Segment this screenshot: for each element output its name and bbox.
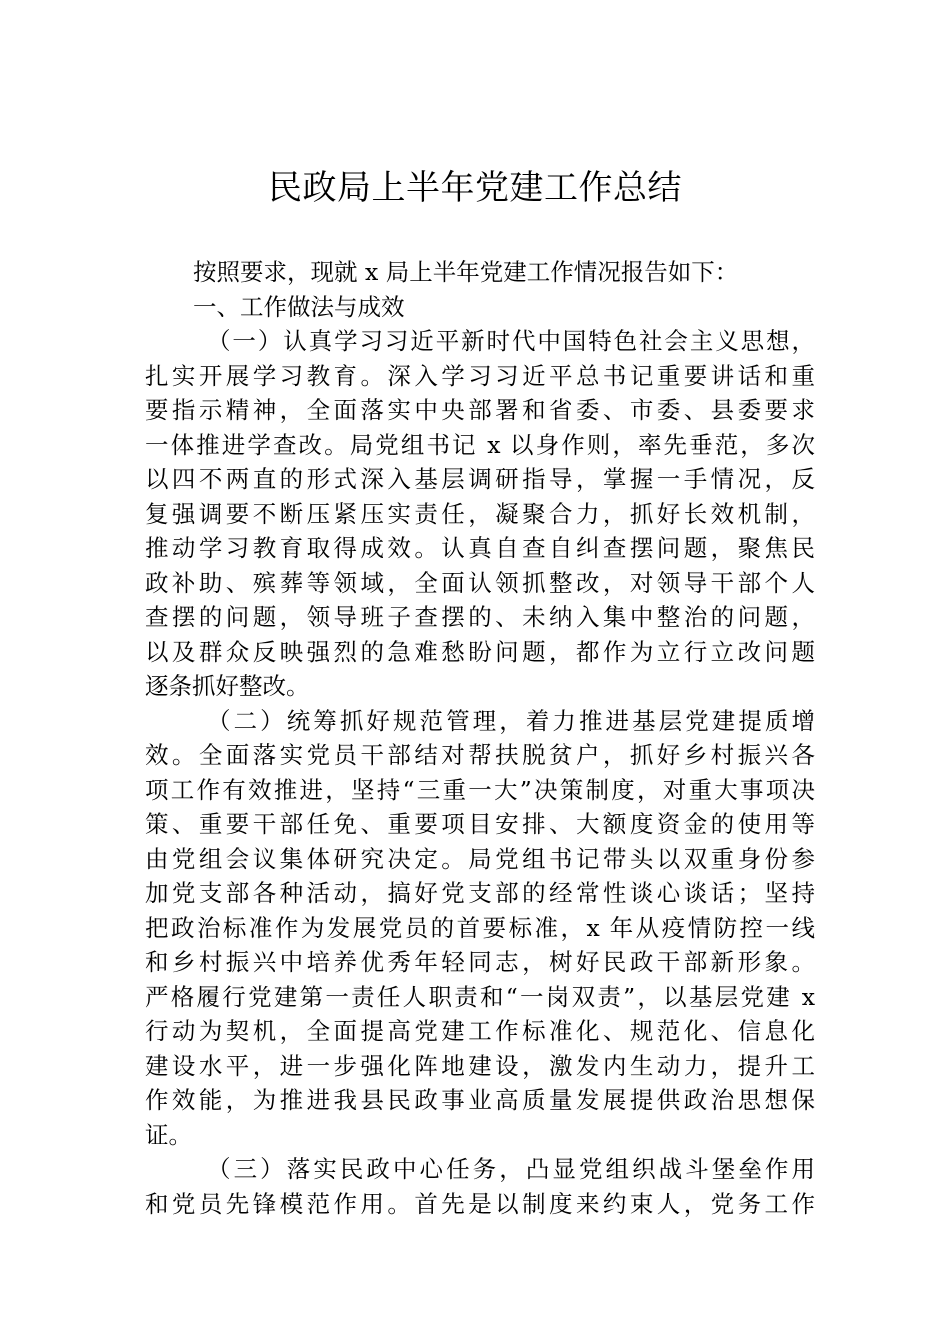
paragraph-2-line: 和乡村振兴中培养优秀年轻同志，树好民政干部新形象。	[145, 948, 815, 976]
paragraph-2-line: 证。	[145, 1120, 192, 1149]
paragraph-1-line: 政补助、殡葬等领域，全面认领抓整改，对领导干部个人	[145, 568, 815, 597]
paragraph-3-line: （三）落实民政中心任务，凸显党组织战斗堡垒作用	[207, 1155, 815, 1183]
document-body	[145, 255, 815, 1221]
paragraph-1-line: 要指示精神，全面落实中央部署和省委、市委、县委要求	[145, 396, 815, 424]
paragraph-2-line: 建设水平，进一步强化阵地建设，激发内生动力，提升工	[145, 1051, 815, 1080]
section-heading: 一、工作做法与成效	[193, 292, 405, 321]
paragraph-2-line: 策、重要干部任免、重要项目安排、大额度资金的使用等	[145, 810, 815, 838]
paragraph-2-line: 把政治标准作为发展党员的首要标准，x 年从疫情防控一线	[145, 913, 815, 942]
paragraph-2-line: （二）统筹抓好规范管理，着力推进基层党建提质增	[207, 706, 815, 735]
paragraph-1-line: 逐条抓好整改。	[145, 672, 310, 700]
paragraph-1-line: 以及群众反映强烈的急难愁盼问题，都作为立行立改问题	[145, 637, 815, 666]
paragraph-2-line: 严格履行党建第一责任人职责和“一岗双责”，以基层党建 x	[145, 982, 815, 1011]
paragraph-1-line: 以四不两直的形式深入基层调研指导，掌握一手情况，反	[145, 465, 815, 493]
paragraph-1-line: 查摆的问题，领导班子查摆的、未纳入集中整治的问题，	[145, 603, 815, 631]
paragraph-2-line: 由党组会议集体研究决定。局党组书记带头以双重身份参	[145, 844, 815, 873]
paragraph-2-line: 效。全面落实党员干部结对帮扶脱贫户，抓好乡村振兴各	[145, 741, 815, 769]
paragraph-2-line: 项工作有效推进，坚持“三重一大”决策制度，对重大事项决	[145, 775, 815, 804]
document-title: 民政局上半年党建工作总结	[268, 168, 682, 208]
paragraph-3-line: 和党员先锋模范作用。首先是以制度来约束人，党务工作	[145, 1189, 815, 1218]
paragraph-1-line: 复强调要不断压紧压实责任，凝聚合力，抓好长效机制，	[145, 499, 815, 528]
paragraph-1-line: 扎实开展学习教育。深入学习习近平总书记重要讲话和重	[145, 361, 815, 390]
paragraph-2-line: 加党支部各种活动，搞好党支部的经常性谈心谈话；坚持	[145, 879, 815, 907]
paragraph-2-line: 行动为契机，全面提高党建工作标准化、规范化、信息化	[145, 1017, 815, 1045]
paragraph-1-line: 一体推进学查改。局党组书记 x 以身作则，率先垂范，多次	[145, 430, 815, 459]
paragraph-2-line: 作效能，为推进我县民政事业高质量发展提供政治思想保	[145, 1086, 815, 1114]
intro-paragraph: 按照要求，现就 x 局上半年党建工作情况报告如下：	[193, 258, 739, 286]
paragraph-1-line: （一）认真学习习近平新时代中国特色社会主义思想，	[207, 327, 815, 355]
paragraph-1-line: 推动学习教育取得成效。认真自查自纠查摆问题，聚焦民	[145, 534, 815, 562]
